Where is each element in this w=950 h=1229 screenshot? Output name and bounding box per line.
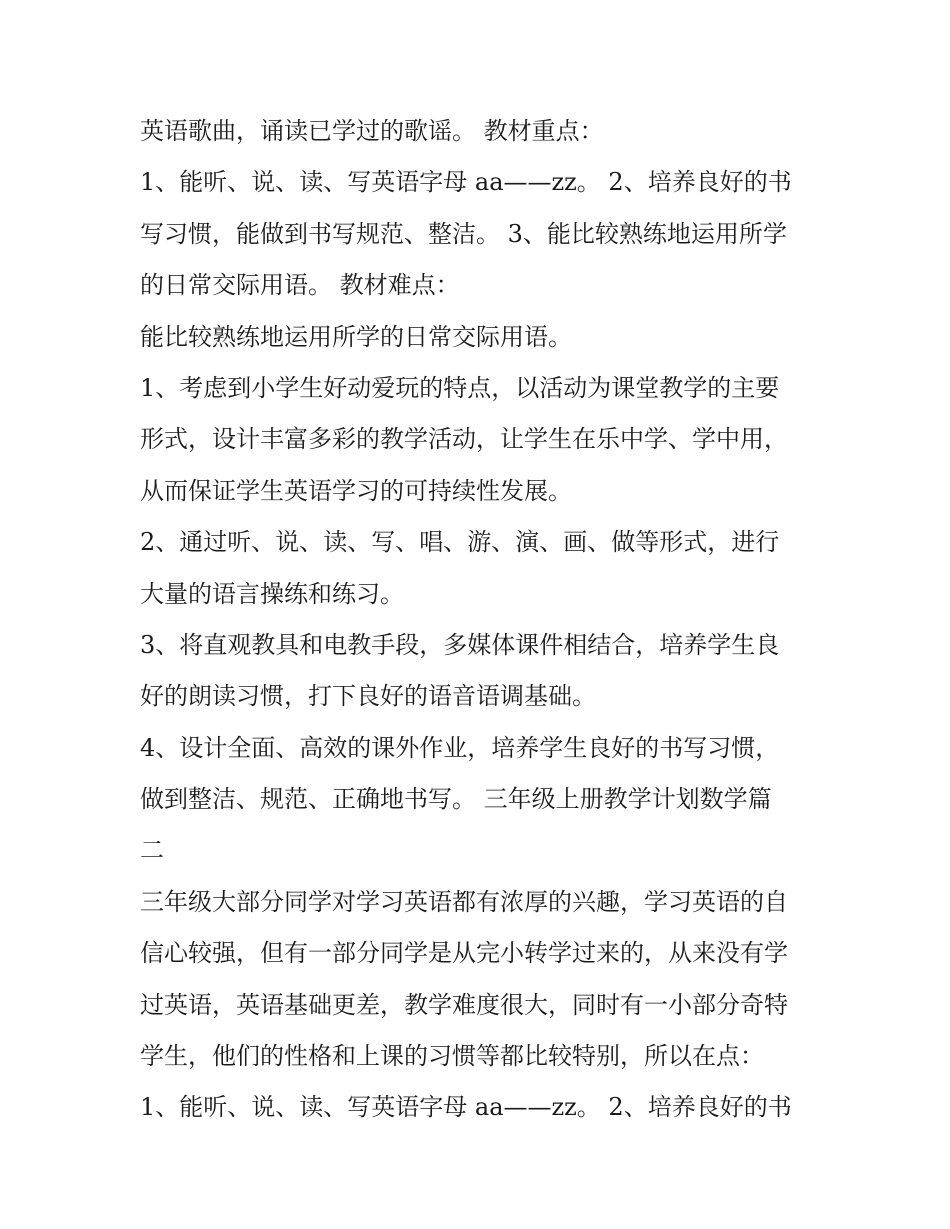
text-line: 学生，他们的性格和上课的习惯等都比较特别，所以在点： (140, 1042, 764, 1071)
text-line: 好的朗读习惯，打下良好的语音语调基础。 (140, 682, 596, 711)
text-line: 写习惯，能做到书写规范、整洁。 3、能比较熟练地运用所学 (140, 219, 787, 248)
text-line: 4、设计全面、高效的课外作业，培养学生良好的书写习惯， (140, 733, 780, 762)
text-line: 形式，设计丰富多彩的教学活动，让学生在乐中学、学中用， (140, 425, 788, 454)
text-line: 的日常交际用语。 教材难点： (140, 271, 460, 300)
text-line: 英语歌曲，诵读已学过的歌谣。 教材重点： (140, 117, 604, 145)
text-line: 从而保证学生英语学习的可持续性发展。 (140, 476, 572, 505)
text-line: 信心较强，但有一部分同学是从完小转学过来的，从来没有学 (140, 939, 788, 968)
text-line: 2、通过听、说、读、写、唱、游、演、画、做等形式，进行 (140, 528, 780, 557)
text-line: 大量的语言操练和练习。 (140, 579, 404, 608)
text-line: 1、能听、说、读、写英语字母 aa——zz。 2、培养良好的书 (140, 168, 792, 197)
text-line: 过英语，英语基础更差，教学难度很大，同时有一小部分奇特 (140, 990, 788, 1019)
text-line: 1、能听、说、读、写英语字母 aa——zz。 2、培养良好的书 (140, 1093, 792, 1122)
text-line: 做到整洁、规范、正确地书写。 三年级上册教学计划数学篇 (140, 785, 772, 814)
document-body (140, 106, 820, 1134)
text-line: 3、将直观教具和电教手段，多媒体课件相结合，培养学生良 (140, 630, 780, 659)
text-line: 二 (140, 836, 164, 865)
text-line: 能比较熟练地运用所学的日常交际用语。 (140, 322, 572, 351)
text-line: 三年级大部分同学对学习英语都有浓厚的兴趣，学习英语的自 (140, 887, 788, 916)
text-line: 1、考虑到小学生好动爱玩的特点，以活动为课堂教学的主要 (140, 373, 780, 402)
